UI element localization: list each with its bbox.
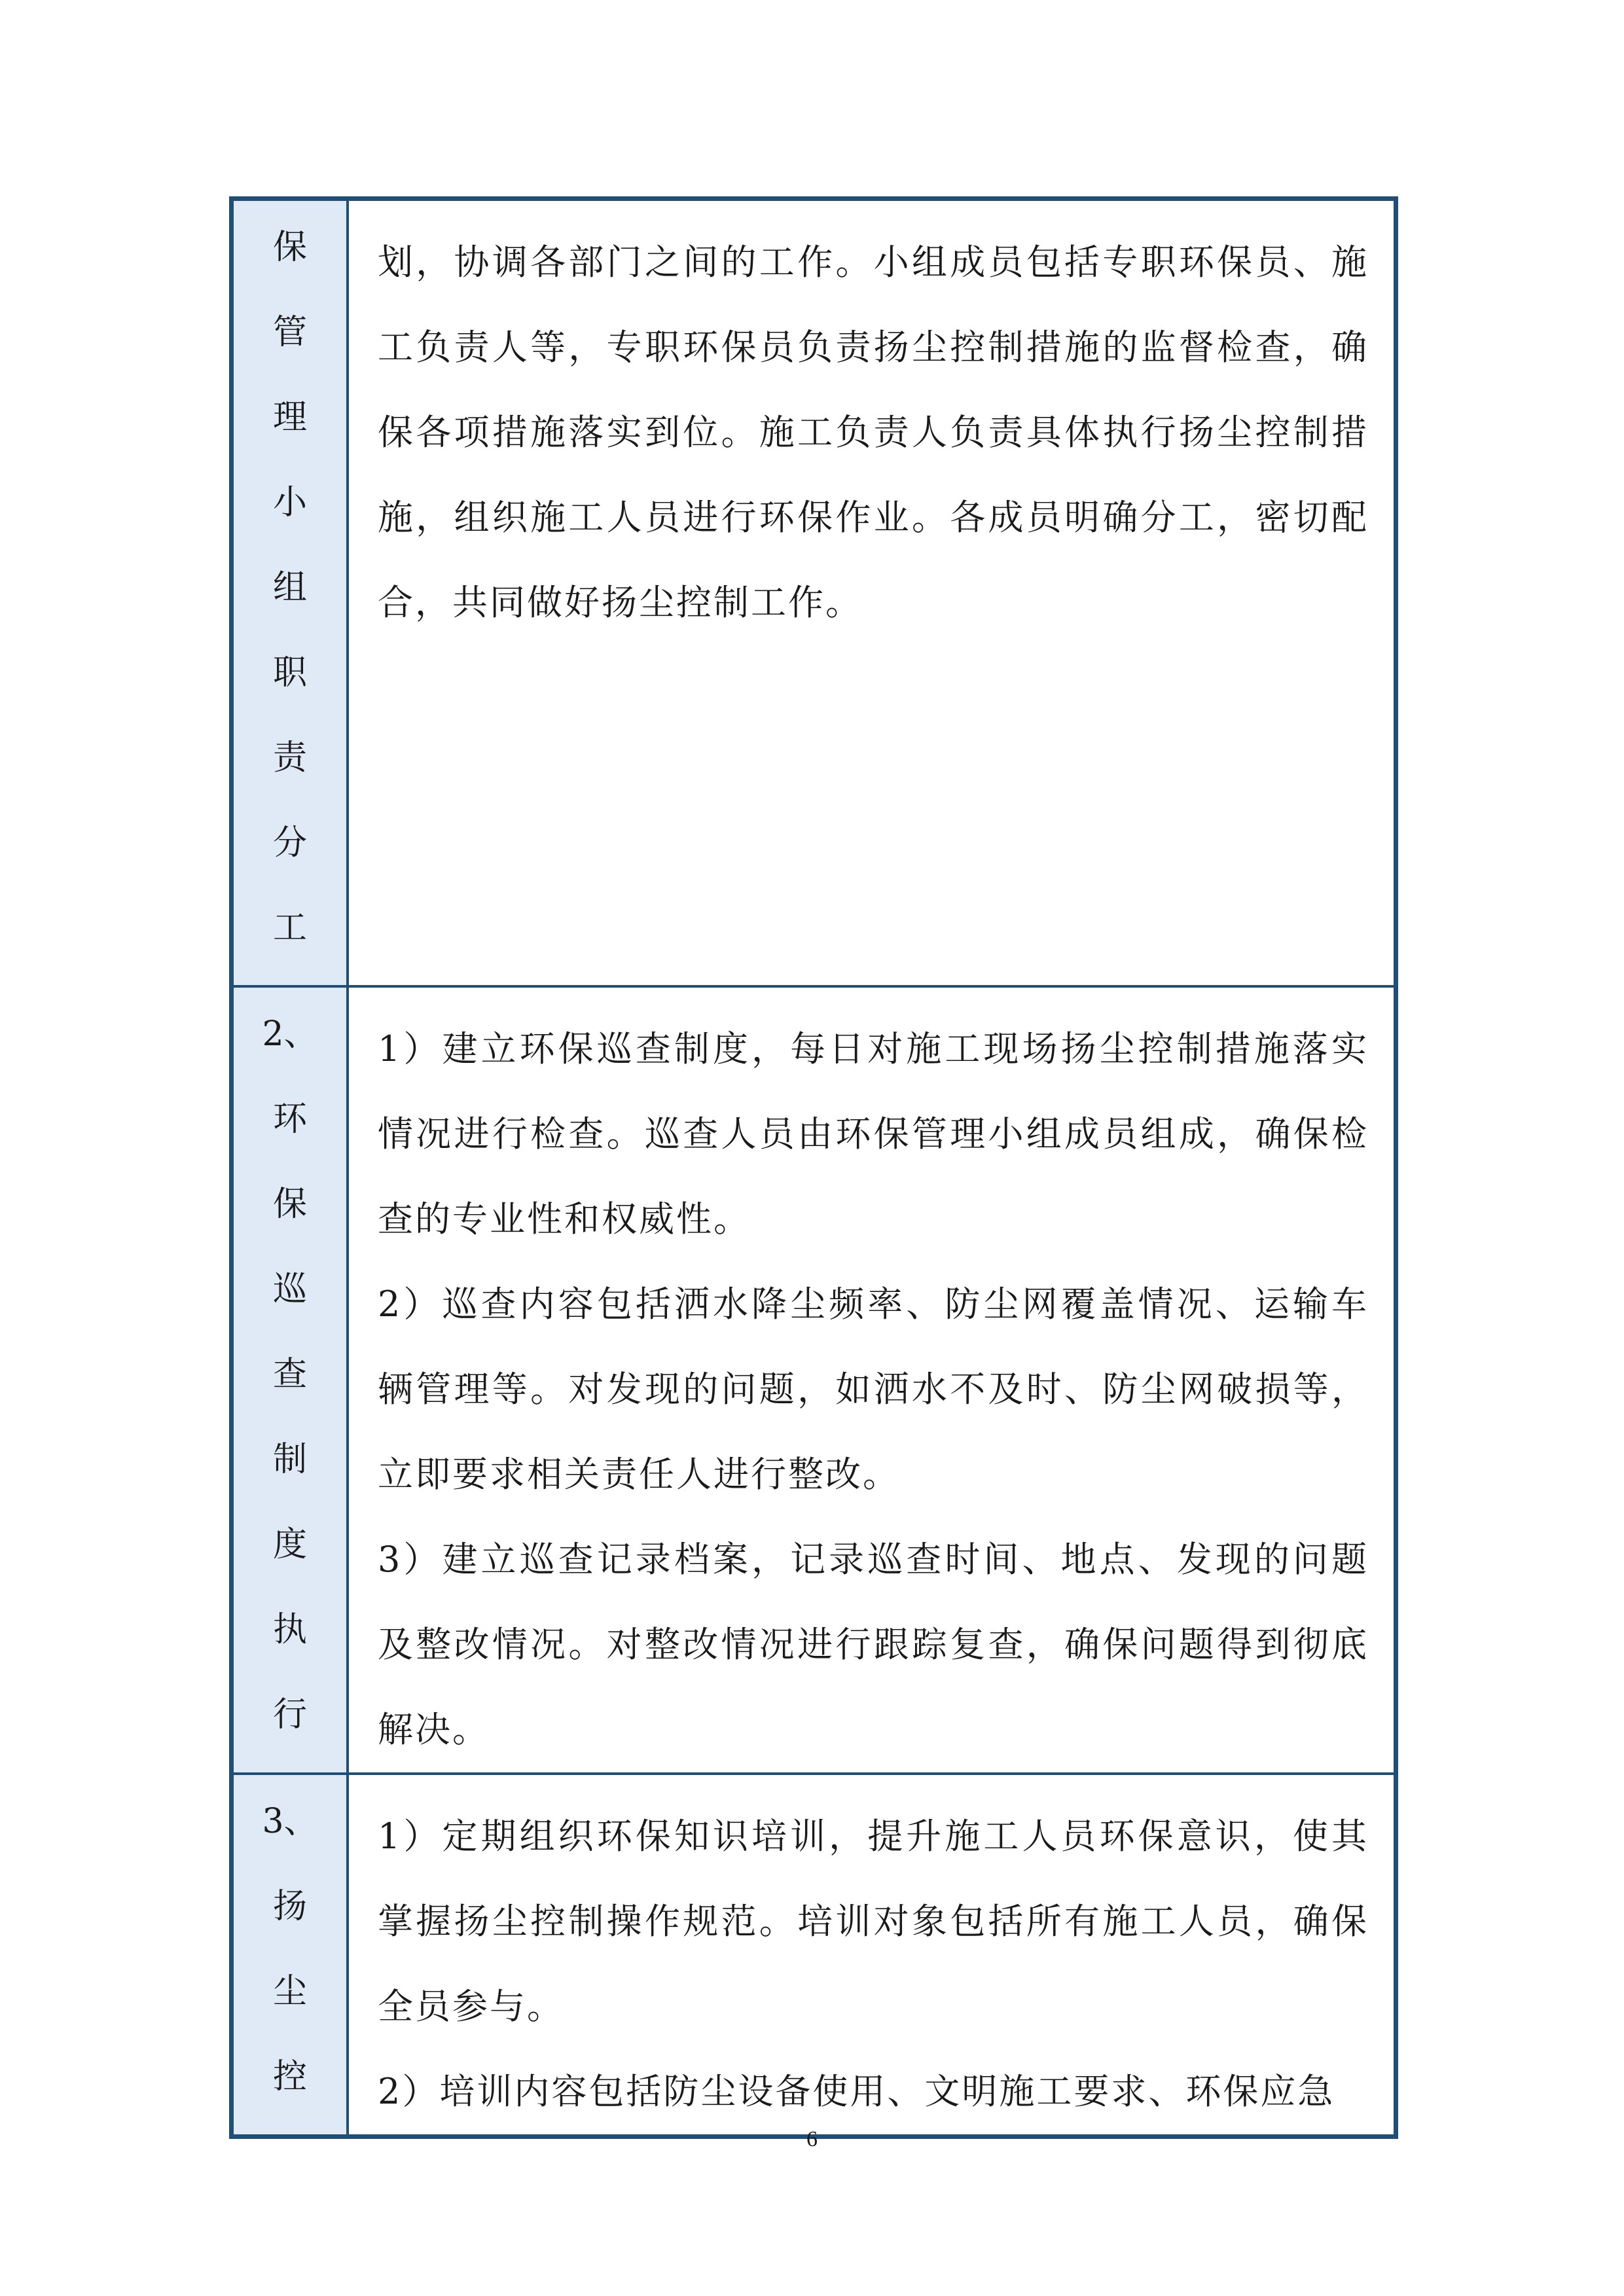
label-char: 保	[272, 1185, 307, 1224]
paragraph: 1）建立环保巡查制度，每日对施工现场扬尘控制措施落实情况进行检查。巡查人员由环保管理小组成员组成，确保检查的专业性和权威性。	[378, 1028, 1369, 1240]
section-label-cell	[232, 1774, 348, 2137]
label-char: 执	[272, 1610, 307, 1649]
label-char: 责	[272, 738, 307, 778]
paragraph: 3）建立巡查记录档案，记录巡查时间、地点、发现的问题及整改情况。对整改情况进行跟踪复查，确保问题得到彻底解决。	[378, 1539, 1369, 1750]
label-char: 保	[272, 228, 307, 267]
label-char: 制	[272, 1440, 307, 1479]
section-label	[234, 1775, 346, 2134]
label-char: 控	[272, 2057, 307, 2096]
label-char: 职	[272, 653, 307, 692]
label-char: 尘	[272, 1972, 307, 2011]
label-char: 3、	[262, 1802, 318, 1841]
section-content	[349, 988, 1394, 1772]
section-content	[349, 201, 1394, 645]
label-char: 巡	[272, 1270, 307, 1309]
table-row	[232, 199, 1396, 987]
label-char: 环	[272, 1100, 307, 1139]
section-content-cell	[348, 986, 1396, 1774]
label-char: 度	[272, 1525, 307, 1564]
page-number: 6	[806, 2127, 818, 2151]
section-content-cell	[348, 199, 1396, 987]
section-label	[234, 201, 346, 985]
label-char: 2、	[262, 1014, 318, 1054]
section-content	[349, 1775, 1394, 2134]
section-label-cell	[232, 986, 348, 1774]
content-table	[229, 196, 1398, 2139]
label-char: 查	[272, 1355, 307, 1394]
label-char: 扬	[272, 1887, 307, 1926]
label-char: 工	[272, 908, 307, 948]
section-label	[234, 988, 346, 1772]
label-char: 组	[272, 568, 307, 607]
label-char: 理	[272, 398, 307, 437]
paragraph: 划，协调各部门之间的工作。小组成员包括专职环保员、施工负责人等，专职环保员负责扬尘控制措施的监督检查，确保各项措施落实到位。施工负责人负责具体执行扬尘控制措施，组织施工人员进行环保作业。各成员明确分工，密切配合，共同做好扬尘控制工作。	[378, 242, 1369, 623]
paragraph: 2）巡查内容包括洒水降尘频率、防尘网覆盖情况、运输车辆管理等。对发现的问题，如洒水不及时、防尘网破损等，立即要求相关责任人进行整改。	[378, 1283, 1369, 1495]
section-label-cell	[232, 199, 348, 987]
label-char: 小	[272, 483, 307, 522]
section-content-cell	[348, 1774, 1396, 2137]
label-char: 分	[272, 823, 307, 863]
table-row	[232, 1774, 1396, 2137]
label-char: 行	[272, 1695, 307, 1734]
label-char: 管	[272, 313, 307, 352]
paragraph: 1）定期组织环保知识培训，提升施工人员环保意识，使其掌握扬尘控制操作规范。培训对象包括所有施工人员，确保全员参与。	[378, 1816, 1369, 2027]
table-row	[232, 986, 1396, 1774]
paragraph: 2）培训内容包括防尘设备使用、文明施工要求、环保应急	[378, 2071, 1335, 2112]
